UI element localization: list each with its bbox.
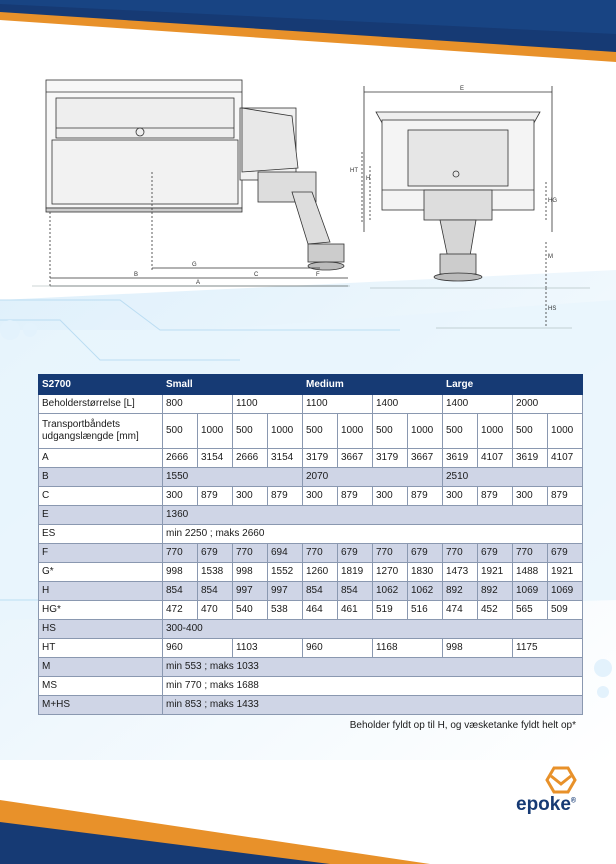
cell: 500 bbox=[233, 414, 268, 449]
cell: 1000 bbox=[198, 414, 233, 449]
row-label-line2: udgangslængde [mm] bbox=[42, 431, 139, 442]
table-row bbox=[39, 658, 583, 677]
technical-drawings bbox=[30, 72, 590, 334]
table-row bbox=[39, 449, 583, 468]
table-row bbox=[39, 582, 583, 601]
table-row bbox=[39, 525, 583, 544]
row-label: C bbox=[39, 487, 163, 506]
cell: 565 bbox=[513, 601, 548, 620]
row-label: M bbox=[39, 658, 163, 677]
spec-table bbox=[38, 374, 583, 715]
table-row bbox=[39, 414, 583, 449]
cell: 997 bbox=[268, 582, 303, 601]
cell: 470 bbox=[198, 601, 233, 620]
cell: 452 bbox=[478, 601, 513, 620]
cell: 770 bbox=[303, 544, 338, 563]
cell: 998 bbox=[233, 563, 268, 582]
cell: 2666 bbox=[233, 449, 268, 468]
cell: 540 bbox=[233, 601, 268, 620]
cell: 1473 bbox=[443, 563, 478, 582]
cell: 1062 bbox=[373, 582, 408, 601]
cell: 679 bbox=[478, 544, 513, 563]
cell: 854 bbox=[163, 582, 198, 601]
cell: 1000 bbox=[268, 414, 303, 449]
cell: 3667 bbox=[408, 449, 443, 468]
cell: 998 bbox=[163, 563, 198, 582]
cell: 1550 bbox=[163, 468, 303, 487]
table-row bbox=[39, 487, 583, 506]
cell: 500 bbox=[303, 414, 338, 449]
row-label: HT bbox=[39, 639, 163, 658]
dim-label-ht: HT bbox=[350, 168, 358, 174]
cell: 960 bbox=[303, 639, 373, 658]
cell: 500 bbox=[443, 414, 478, 449]
table-row bbox=[39, 544, 583, 563]
cell: 2000 bbox=[513, 395, 583, 414]
footnote: Beholder fyldt op til H, og væsketanke fyldt helt op* bbox=[349, 720, 576, 731]
cell: 879 bbox=[198, 487, 233, 506]
brand-name bbox=[516, 794, 576, 816]
cell: 3619 bbox=[443, 449, 478, 468]
cell: 1360 bbox=[163, 506, 583, 525]
cell: 3667 bbox=[338, 449, 373, 468]
cell: 1400 bbox=[443, 395, 513, 414]
cell: 300 bbox=[513, 487, 548, 506]
cell: 1260 bbox=[303, 563, 338, 582]
cell: 300 bbox=[163, 487, 198, 506]
cell: 1921 bbox=[478, 563, 513, 582]
row-label: A bbox=[39, 449, 163, 468]
cell: 516 bbox=[408, 601, 443, 620]
cell: 2666 bbox=[163, 449, 198, 468]
cell: min 2250 ; maks 2660 bbox=[163, 525, 583, 544]
cell: 474 bbox=[443, 601, 478, 620]
row-label: MS bbox=[39, 677, 163, 696]
cell: min 853 ; maks 1433 bbox=[163, 696, 583, 715]
header-small: Small bbox=[163, 375, 303, 395]
cell: 3154 bbox=[268, 449, 303, 468]
table-header-row bbox=[39, 375, 583, 395]
dim-label-m: M bbox=[548, 254, 553, 260]
cell: 694 bbox=[268, 544, 303, 563]
row-label-line1: Transportbåndets bbox=[42, 419, 121, 430]
brand-reg: ® bbox=[570, 797, 577, 805]
dim-label-f: F bbox=[316, 272, 320, 278]
cell: 300 bbox=[373, 487, 408, 506]
cell: 770 bbox=[233, 544, 268, 563]
cell: 300-400 bbox=[163, 620, 583, 639]
table-row bbox=[39, 696, 583, 715]
cell: 998 bbox=[443, 639, 513, 658]
cell: min 770 ; maks 1688 bbox=[163, 677, 583, 696]
table-row bbox=[39, 639, 583, 658]
table-row bbox=[39, 601, 583, 620]
row-label: E bbox=[39, 506, 163, 525]
cell: 3154 bbox=[198, 449, 233, 468]
dim-label-e: E bbox=[460, 86, 465, 92]
dim-label-a: A bbox=[196, 280, 201, 286]
cell: 892 bbox=[478, 582, 513, 601]
cell: 892 bbox=[443, 582, 478, 601]
row-label: G* bbox=[39, 563, 163, 582]
row-label: ES bbox=[39, 525, 163, 544]
row-label: HG* bbox=[39, 601, 163, 620]
table-row bbox=[39, 395, 583, 414]
cell: 679 bbox=[338, 544, 373, 563]
cell: 1062 bbox=[408, 582, 443, 601]
cell: 679 bbox=[548, 544, 583, 563]
cell: 4107 bbox=[478, 449, 513, 468]
dim-label-hg: HG bbox=[548, 198, 557, 204]
cell: 1000 bbox=[478, 414, 513, 449]
cell: 1000 bbox=[408, 414, 443, 449]
cell: 879 bbox=[548, 487, 583, 506]
cell: 2510 bbox=[443, 468, 583, 487]
cell: 3619 bbox=[513, 449, 548, 468]
cell: 1552 bbox=[268, 563, 303, 582]
cell: 500 bbox=[373, 414, 408, 449]
cell: min 553 ; maks 1033 bbox=[163, 658, 583, 677]
cell: 1819 bbox=[338, 563, 373, 582]
cell: 1400 bbox=[373, 395, 443, 414]
cell: 1175 bbox=[513, 639, 583, 658]
row-label: HS bbox=[39, 620, 163, 639]
cell: 300 bbox=[303, 487, 338, 506]
table-row bbox=[39, 563, 583, 582]
row-label: M+HS bbox=[39, 696, 163, 715]
table-row bbox=[39, 506, 583, 525]
cell: 1538 bbox=[198, 563, 233, 582]
cell: 519 bbox=[373, 601, 408, 620]
cell: 3179 bbox=[303, 449, 338, 468]
cell: 1069 bbox=[548, 582, 583, 601]
cell: 770 bbox=[373, 544, 408, 563]
dim-label-h: H bbox=[366, 176, 371, 182]
cell: 1168 bbox=[373, 639, 443, 658]
cell: 854 bbox=[338, 582, 373, 601]
cell: 538 bbox=[268, 601, 303, 620]
cell: 1069 bbox=[513, 582, 548, 601]
rear-view-drawing bbox=[362, 86, 590, 328]
row-label bbox=[39, 414, 163, 449]
cell: 500 bbox=[163, 414, 198, 449]
cell: 770 bbox=[163, 544, 198, 563]
cell: 1270 bbox=[373, 563, 408, 582]
header-medium: Medium bbox=[303, 375, 443, 395]
table-row bbox=[39, 468, 583, 487]
dim-label-b: B bbox=[134, 272, 139, 278]
cell: 3179 bbox=[373, 449, 408, 468]
cell: 879 bbox=[338, 487, 373, 506]
cell: 1921 bbox=[548, 563, 583, 582]
cell: 300 bbox=[443, 487, 478, 506]
cell: 854 bbox=[303, 582, 338, 601]
row-label: B bbox=[39, 468, 163, 487]
cell: 879 bbox=[478, 487, 513, 506]
cell: 960 bbox=[163, 639, 233, 658]
cell: 1100 bbox=[303, 395, 373, 414]
cell: 472 bbox=[163, 601, 198, 620]
cell: 770 bbox=[443, 544, 478, 563]
header-model: S2700 bbox=[39, 375, 163, 395]
cell: 2070 bbox=[303, 468, 443, 487]
cell: 461 bbox=[338, 601, 373, 620]
brand-name-text: epoke bbox=[516, 794, 571, 815]
cell: 464 bbox=[303, 601, 338, 620]
cell: 679 bbox=[198, 544, 233, 563]
dim-label-hs: HS bbox=[548, 306, 557, 312]
row-label: F bbox=[39, 544, 163, 563]
cell: 879 bbox=[268, 487, 303, 506]
cell: 879 bbox=[408, 487, 443, 506]
cell: 1000 bbox=[338, 414, 373, 449]
cell: 509 bbox=[548, 601, 583, 620]
table-row bbox=[39, 620, 583, 639]
cell: 854 bbox=[198, 582, 233, 601]
side-view-drawing bbox=[32, 80, 350, 286]
cell: 679 bbox=[408, 544, 443, 563]
row-label: H bbox=[39, 582, 163, 601]
header-large: Large bbox=[443, 375, 583, 395]
dim-label-c: C bbox=[254, 272, 259, 278]
row-label: Beholderstørrelse [L] bbox=[39, 395, 163, 414]
table-row bbox=[39, 677, 583, 696]
drawing-svg bbox=[30, 72, 590, 334]
cell: 770 bbox=[513, 544, 548, 563]
cell: 1488 bbox=[513, 563, 548, 582]
cell: 1103 bbox=[233, 639, 303, 658]
dim-label-g: G bbox=[192, 262, 197, 268]
cell: 300 bbox=[233, 487, 268, 506]
cell: 1100 bbox=[233, 395, 303, 414]
cell: 500 bbox=[513, 414, 548, 449]
cell: 4107 bbox=[548, 449, 583, 468]
cell: 1830 bbox=[408, 563, 443, 582]
cell: 800 bbox=[163, 395, 233, 414]
cell: 1000 bbox=[548, 414, 583, 449]
cell: 997 bbox=[233, 582, 268, 601]
